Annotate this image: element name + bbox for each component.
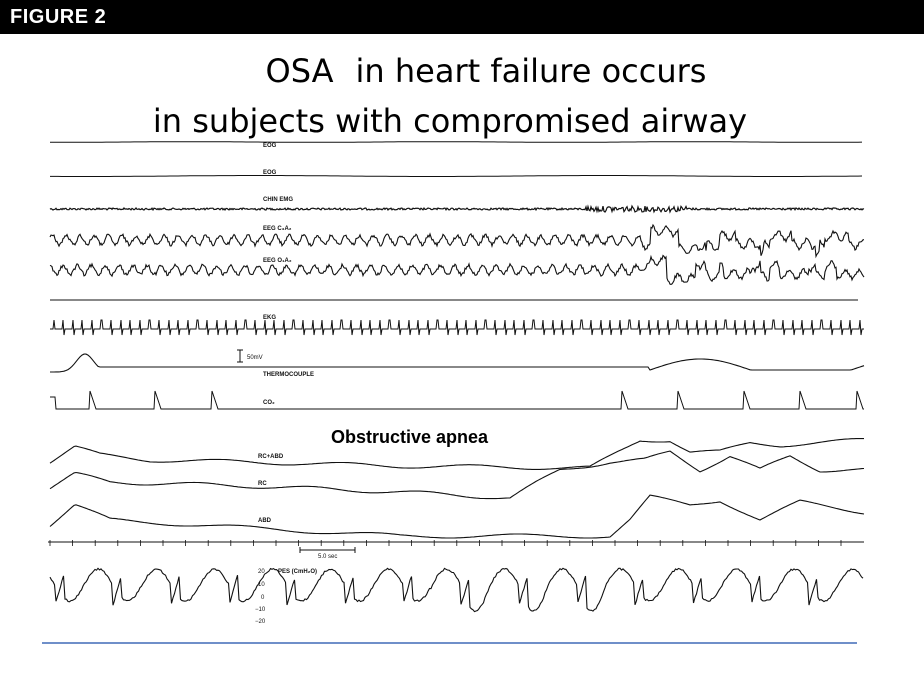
trace-rc [50,451,864,499]
label-rc: RC [258,481,267,487]
time-scale-label: 5.0 sec [318,554,338,560]
pes-tick-minus20: −20 [255,619,266,625]
label-rc-abd: RC+ABD [258,454,284,460]
time-scale-bar [300,547,355,560]
pes-tick-10: 10 [258,582,265,588]
trace-abd [50,495,864,538]
trace-layer [48,142,864,612]
label-chin-emg: CHIN EMG [263,197,293,203]
label-thermocouple: THERMOCOUPLE [263,372,314,378]
trace-ekg [50,320,864,335]
label-eog-1: EOG [263,143,277,149]
trace-pes [50,568,863,611]
title-osa: OSA [265,52,334,90]
label-ekg: EKG [263,315,277,321]
pes-scale [255,569,266,625]
pes-tick-minus10: −10 [255,607,266,613]
label-co2: CO₂ [263,400,275,406]
figure-label: FIGURE 2 [10,6,107,28]
trace-thermocouple [50,354,864,372]
trace-eeg-o1a2 [50,256,864,285]
title-line1-rest: in heart failure occurs [355,52,707,90]
trace-eog-2 [50,176,862,177]
pes-tick-20: 20 [258,569,265,575]
trace-eog-1 [50,142,862,143]
label-eeg-o1a2: EEG O₁A₂ [263,258,292,264]
label-pes: PES (CmH₂O) [278,569,318,575]
pes-tick-0: 0 [261,595,265,601]
slide-title-line2: in subjects with compromised airway [152,102,748,140]
trace-co2 [50,391,864,409]
obstructive-apnea-annotation: Obstructive apnea [331,427,489,447]
trace-eeg-c3a2 [50,225,864,256]
label-eeg-c3a2: EEG C₃A₂ [263,226,292,232]
label-eog-2: EOG [263,170,277,176]
ekg-calibration-marker [237,350,263,362]
ekg-scale-label: 50mV [247,355,263,361]
trace-chin-emg [50,206,864,212]
label-abd: ABD [258,518,271,524]
